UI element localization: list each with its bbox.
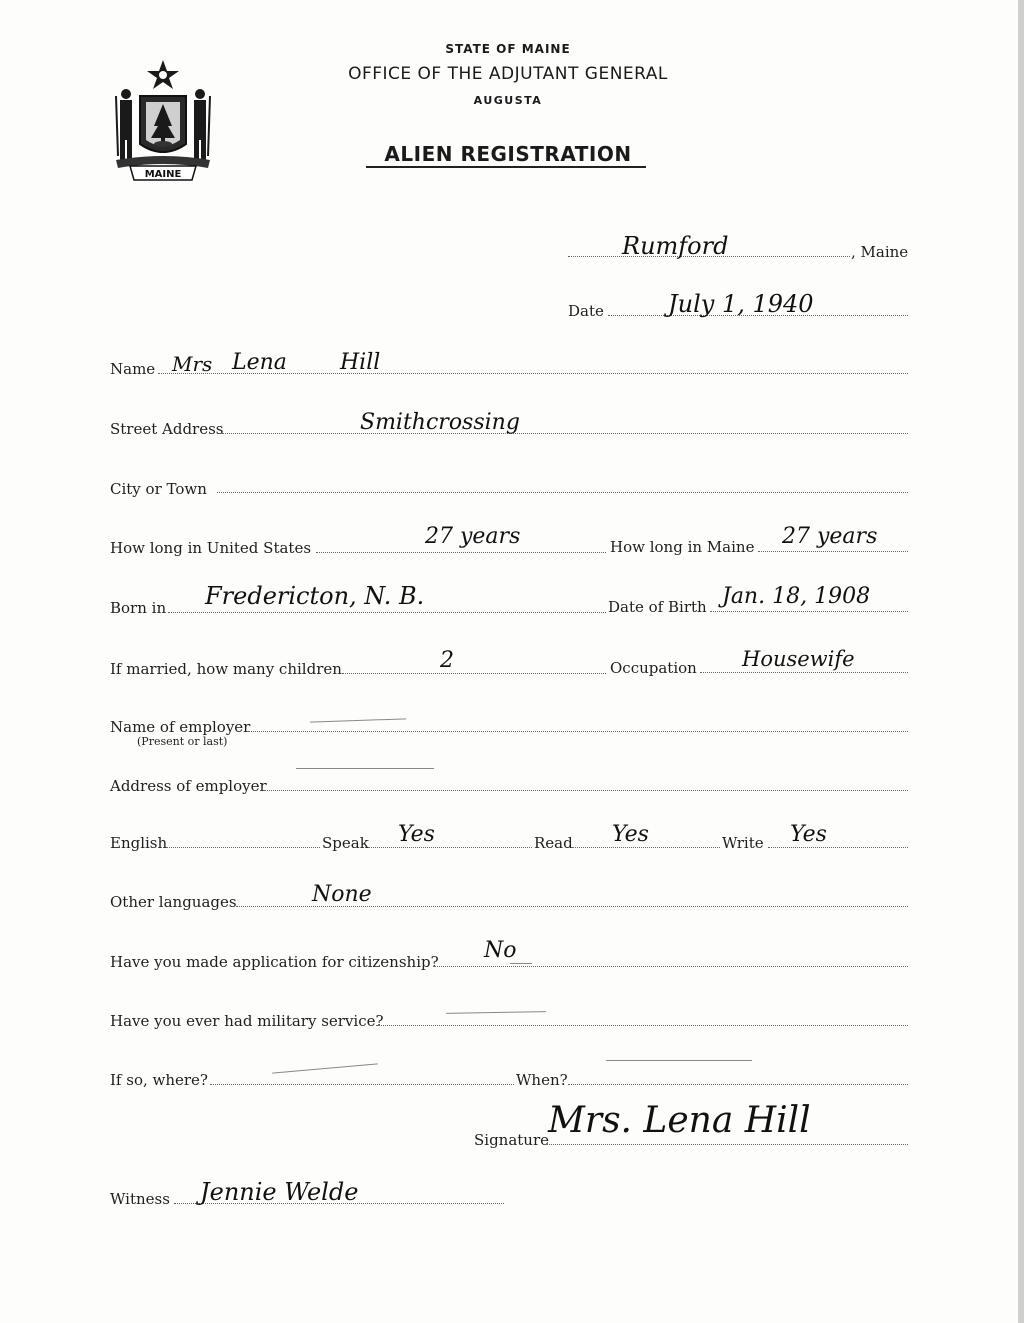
when-label: When? [516,1071,568,1089]
when-dotted-line[interactable] [568,1084,908,1085]
english-dotted-line [166,847,320,848]
date-value[interactable]: July 1, 1940 [668,290,814,318]
years-maine-value[interactable]: 27 years [782,524,878,549]
dob-label: Date of Birth [608,598,707,616]
write-label: Write [722,834,764,852]
employer-address-dash [296,768,434,769]
employer-name-dash [310,718,406,722]
title-underline [366,166,646,168]
children-dotted-line [342,673,606,674]
dob-dotted-line [710,611,908,612]
occupation-value[interactable]: Housewife [742,647,855,671]
military-dash [446,1011,546,1014]
date-label: Date [568,302,604,320]
street-address-label: Street Address [110,420,224,438]
citizenship-value[interactable]: No [484,938,517,963]
citizenship-dash [510,963,532,964]
signature-dotted-line [544,1144,908,1145]
military-dotted-line[interactable] [376,1025,908,1026]
header-office: OFFICE OF THE ADJUTANT GENERAL [348,64,668,84]
military-label: Have you ever had military service? [110,1012,384,1030]
signature-label: Signature [474,1131,550,1149]
citizenship-dotted-line [434,966,908,967]
employer-address-dotted-line[interactable] [264,790,908,791]
children-label: If married, how many children [110,660,342,678]
speak-label: Speak [322,834,369,852]
speak-dotted-line [368,847,532,848]
name-label: Name [110,360,156,378]
name-last-value[interactable]: Hill [340,350,381,375]
name-title-value[interactable]: Mrs [172,352,213,376]
employer-name-sublabel: (Present or last) [137,735,228,748]
english-label: English [110,834,168,852]
where-label: If so, where? [110,1071,208,1089]
other-languages-label: Other languages [110,893,237,911]
scan-edge [1018,0,1024,1323]
when-dash [606,1060,752,1061]
signature-value[interactable]: Mrs. Lena Hill [548,1100,811,1141]
write-dotted-line [768,847,908,848]
where-dotted-line[interactable] [210,1084,514,1085]
read-value[interactable]: Yes [612,822,649,847]
town-suffix-label: , Maine [851,243,909,261]
born-in-label: Born in [110,599,167,617]
read-dotted-line [572,847,720,848]
header-state: STATE OF MAINE [445,42,571,56]
born-in-dotted-line [168,612,606,613]
city-label: City or Town [110,480,207,498]
employer-name-dotted-line[interactable] [248,731,908,732]
witness-label: Witness [110,1190,170,1208]
occupation-dotted-line [700,672,908,673]
dob-value[interactable]: Jan. 18, 1908 [722,584,871,609]
occupation-label: Occupation [610,659,697,677]
form-title: ALIEN REGISTRATION [384,142,632,166]
write-value[interactable]: Yes [790,822,827,847]
header-city: AUGUSTA [473,94,543,107]
name-first-value[interactable]: Lena [232,350,287,375]
town-value[interactable]: Rumford [622,232,729,260]
read-label: Read [534,834,573,852]
citizenship-label: Have you made application for citizenship? [110,953,439,971]
other-languages-value[interactable]: None [312,882,372,907]
years-maine-label: How long in Maine [610,538,755,556]
years-maine-dotted-line [758,551,908,552]
children-value[interactable]: 2 [440,648,454,673]
speak-value[interactable]: Yes [398,822,435,847]
city-dotted-line[interactable] [217,492,908,493]
years-us-value[interactable]: 27 years [425,524,521,549]
years-us-dotted-line [316,552,606,553]
witness-value[interactable]: Jennie Welde [200,1178,359,1206]
where-dash [272,1063,378,1073]
employer-address-label: Address of employer [110,777,267,795]
employer-name-label: Name of employer [110,718,251,736]
years-us-label: How long in United States [110,539,312,557]
street-value[interactable]: Smithcrossing [360,410,520,435]
street-dotted-line [222,433,908,434]
seal-banner-text: MAINE [144,169,182,180]
born-in-value[interactable]: Fredericton, N. B. [205,582,425,610]
